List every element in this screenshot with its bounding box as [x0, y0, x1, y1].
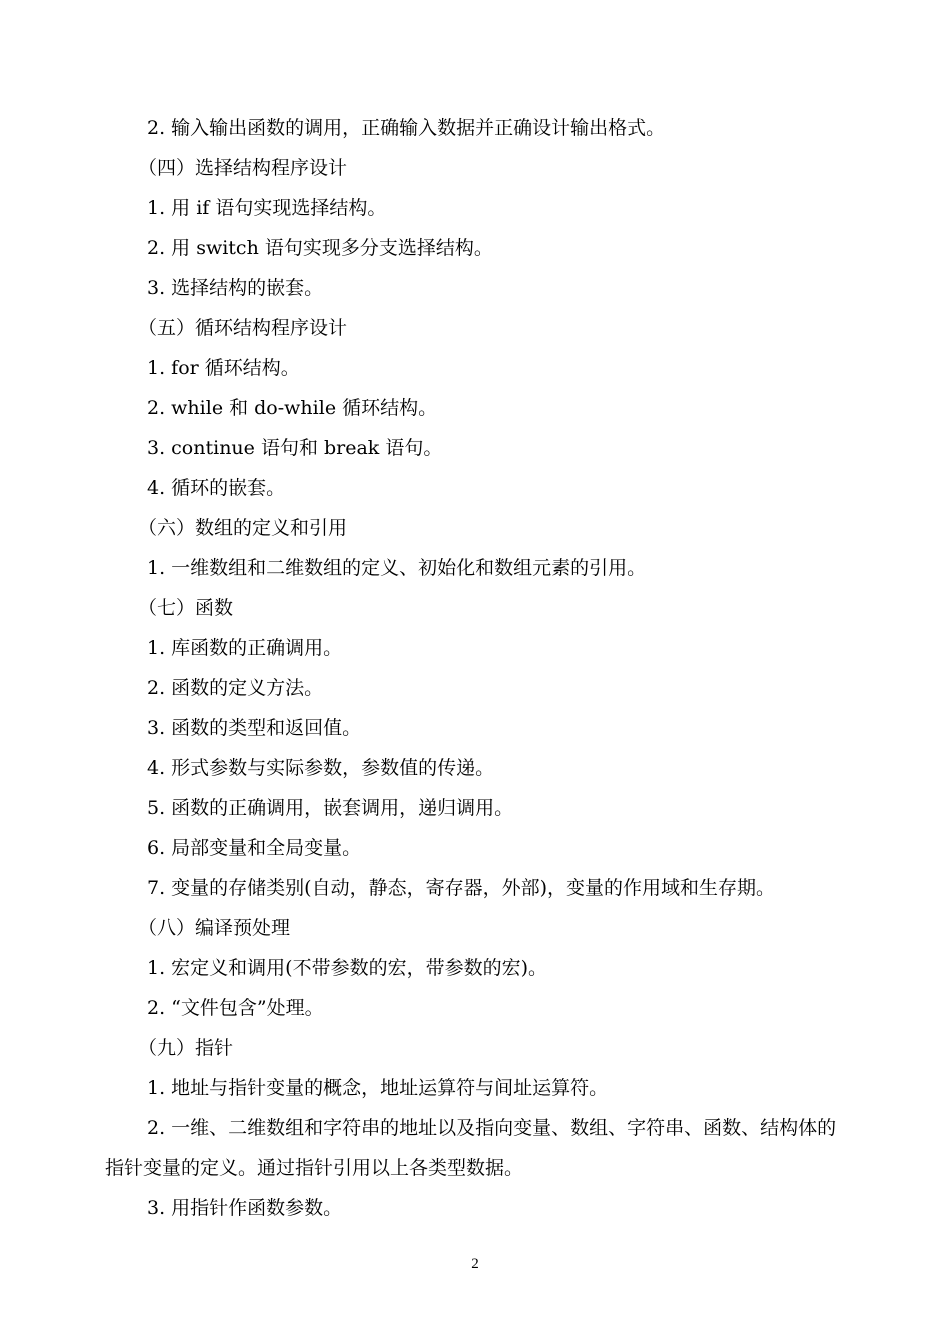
- list-item: 1. 一维数组和二维数组的定义、初始化和数组元素的引用。: [147, 557, 647, 579]
- list-item: 1. 宏定义和调用(不带参数的宏，带参数的宏)。: [147, 957, 547, 979]
- wrapped-list-item: 2. 一维、二维数组和字符串的地址以及指向变量、数组、字符串、函数、结构体的指针变量的定义。通过指针引用以上各类型数据。: [105, 1117, 837, 1179]
- list-item: 2. 函数的定义方法。: [147, 677, 324, 699]
- list-item: 4. 形式参数与实际参数，参数值的传递。: [147, 757, 495, 779]
- list-item: 1. for 循环结构。: [147, 357, 300, 379]
- list-item: 2. “文件包含”处理。: [147, 997, 324, 1019]
- section-heading: （七）函数: [138, 597, 234, 619]
- section-heading: （九）指针: [138, 1037, 234, 1059]
- section-heading: （六）数组的定义和引用: [138, 517, 348, 539]
- list-item: 3. 选择结构的嵌套。: [147, 277, 324, 299]
- list-item: 2. 用 switch 语句实现多分支选择结构。: [147, 237, 493, 259]
- list-item: 1. 库函数的正确调用。: [147, 637, 343, 659]
- list-item: 3. continue 语句和 break 语句。: [147, 437, 443, 459]
- list-item: 6. 局部变量和全局变量。: [147, 837, 362, 859]
- list-item: 2. 输入输出函数的调用，正确输入数据并正确设计输出格式。: [147, 117, 666, 139]
- section-heading: （四）选择结构程序设计: [138, 157, 348, 179]
- list-item: 3. 函数的类型和返回值。: [147, 717, 362, 739]
- list-item: 4. 循环的嵌套。: [147, 477, 286, 499]
- list-item: 3. 用指针作函数参数。: [147, 1197, 343, 1219]
- section-heading: （五）循环结构程序设计: [138, 317, 348, 339]
- list-item: 1. 地址与指针变量的概念，地址运算符与间址运算符。: [147, 1077, 609, 1099]
- section-heading: （八）编译预处理: [138, 917, 291, 939]
- list-item: 5. 函数的正确调用，嵌套调用，递归调用。: [147, 797, 514, 819]
- list-item: 2. while 和 do-while 循环结构。: [147, 397, 438, 419]
- page-number: 2: [471, 1256, 479, 1272]
- document-body: [105, 108, 855, 1228]
- list-item: 1. 用 if 语句实现选择结构。: [147, 197, 387, 219]
- list-item: 7. 变量的存储类别(自动，静态，寄存器，外部)，变量的作用域和生存期。: [147, 877, 775, 899]
